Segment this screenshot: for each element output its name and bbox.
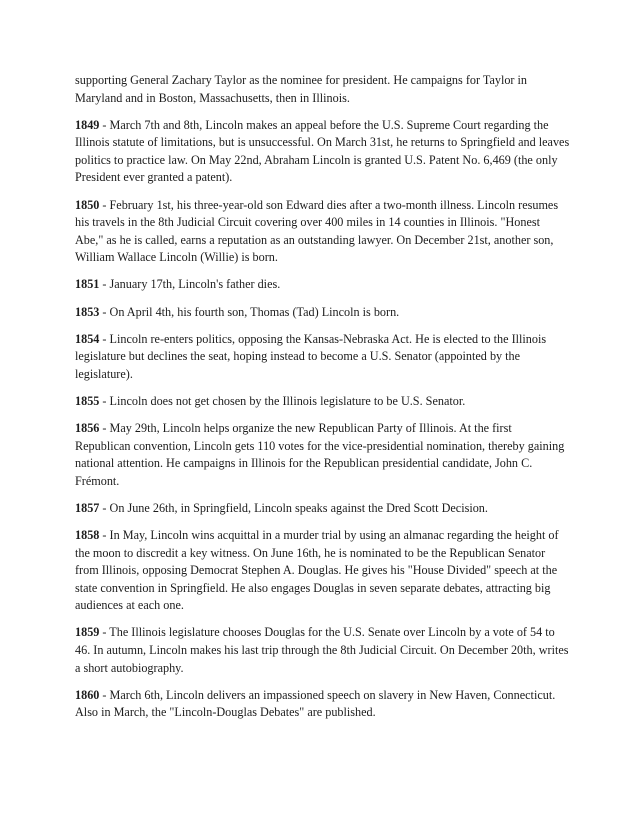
timeline-entry-1854 (75, 331, 570, 384)
entry-year: 1858 (75, 527, 100, 542)
timeline-entry-1859 (75, 624, 570, 677)
timeline-entry-1858 (75, 527, 570, 615)
timeline-entry-1856 (75, 420, 570, 490)
entry-year: 1855 (75, 393, 100, 408)
entry-year: 1853 (75, 304, 100, 319)
entry-text: - On June 26th, in Springfield, Lincoln speaks against the Dred Scott Decision. (99, 500, 488, 515)
timeline-entry-1853 (75, 304, 570, 322)
timeline-entry-1855 (75, 393, 570, 411)
entry-year: 1851 (75, 277, 100, 292)
timeline-paragraph-continued (75, 72, 570, 107)
entry-year: 1850 (75, 197, 100, 212)
entry-text: - On April 4th, his fourth son, Thomas (Tad) Lincoln is born. (99, 304, 400, 319)
paragraph-text: supporting General Zachary Taylor as the nominee for president. He campaigns for Taylor in Maryland and in Boston, Massachusetts, then in Illinois. (75, 73, 528, 105)
entry-text: - Lincoln does not get chosen by the Illinois legislature to be U.S. Senator. (99, 393, 466, 408)
entry-year: 1849 (75, 117, 100, 132)
entry-year: 1859 (75, 625, 100, 640)
entry-year: 1856 (75, 421, 100, 435)
timeline-entry-1849 (75, 117, 570, 187)
timeline-entry-1857 (75, 500, 570, 518)
entry-year: 1860 (75, 687, 100, 702)
entry-text: - The Illinois legislature chooses Douglas for the U.S. Senate over Lincoln by a vote of 54 to 46. In autumn, Lincoln makes his last trip through the 8th Judicial Circuit. On December 20th, writes a short autobiography. (75, 625, 569, 675)
entry-text: - March 7th and 8th, Lincoln makes an appeal before the U.S. Supreme Court regarding the Illinois statute of limitations, but is unsuccessful. On March 31st, he returns to Springfield and leaves politics to practice law. On May 22nd, Abraham Lincoln is granted U.S. Patent No. 6,469 (the only President ever granted a patent). (75, 117, 570, 185)
entry-year: 1857 (75, 500, 100, 515)
entry-text: - Lincoln re-enters politics, opposing the Kansas-Nebraska Act. He is elected to the Illinois legislature but declines the seat, hoping instead to become a U.S. Senator (appointed by the legislature). (75, 331, 547, 381)
timeline-entry-1860 (75, 687, 570, 722)
timeline-entry-1851 (75, 276, 570, 294)
timeline-body (75, 72, 570, 731)
entry-text: - February 1st, his three-year-old son Edward dies after a two-month illness. Lincoln resumes his travels in the 8th Judicial Circuit covering over 400 miles in 14 counties in Illinois. "Honest Abe," as he is called, earns a reputation as an outstanding lawyer. On December 21st, another son, William Wallace Lincoln (Willie) is born. (75, 197, 559, 265)
entry-text: - January 17th, Lincoln's father dies. (99, 277, 281, 292)
entry-year: 1854 (75, 331, 100, 346)
entry-text: - In May, Lincoln wins acquittal in a murder trial by using an almanac regarding the height of the moon to discredit a key witness. On June 16th, he is nominated to be the Republican Senator from Illinois, opposing Democrat Stephen A. Douglas. He gives his "House Divided" speech at the state convention in Springfield. He also engages Douglas in seven separate debates, attracting big audiences at each one. (75, 527, 559, 613)
entry-text: - May 29th, Lincoln helps organize the new Republican Party of Illinois. At the first Republican convention, Lincoln gets 110 votes for the vice-presidential nomination, thereby gaining national attention. He campaigns in Illinois for the Republican presidential candidate, John C. Frémont. (75, 421, 565, 488)
timeline-entry-1850 (75, 197, 570, 267)
entry-text: - March 6th, Lincoln delivers an impassioned speech on slavery in New Haven, Connecticut. Also in March, the "Lincoln-Douglas Debates" are published. (75, 687, 556, 720)
